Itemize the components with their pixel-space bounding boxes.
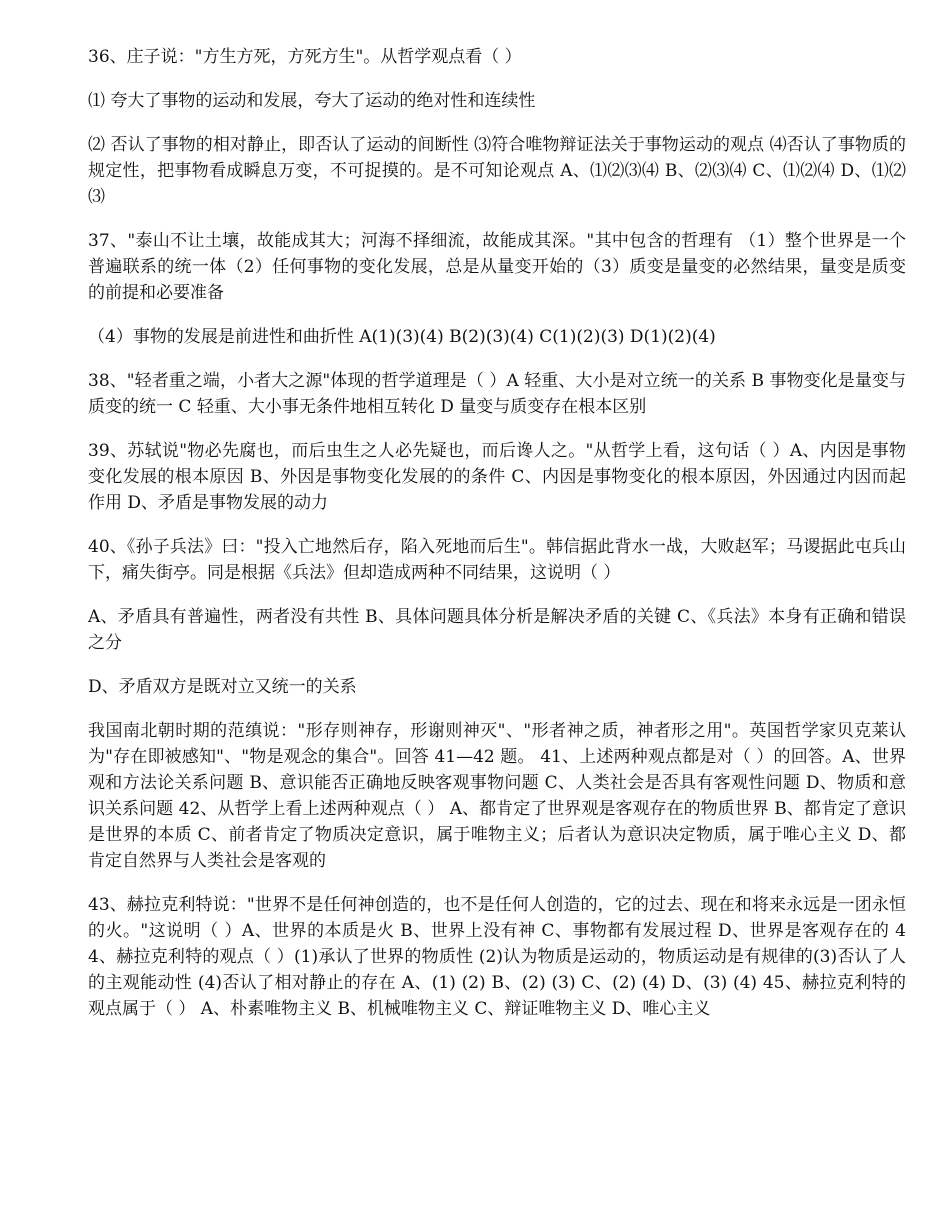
questions-41-42: 我国南北朝时期的范缜说："形存则神存，形谢则神灭"、"形者神之质，神者形之用"。英国哲学家贝克莱认为"存在即被感知"、"物是观念的集合"。回答 41—42 题。 41、上述两种观点都是对（ ）的回答。A、世界观和方法论关系问题 B、意识能否正确地反映客观事物问题 C、人类社会是否具有客观性问题 D、物质和意识关系问题 42、从哲学上看上述两种观点（ ） A、都肯定了世界观是客观存在的物质世界 B、都肯定了意识是世界的本质 C、前者肯定了物质决定意识，属于唯物主义；后者认为意识决定物质，属于唯心主义 D、都肯定自然界与人类社会是客观的	[88, 721, 906, 871]
question-36-options-2-4: ⑵ 否认了事物的相对静止，即否认了运动的间断性 ⑶符合唯物辩证法关于事物运动的观点 ⑷否认了事物质的规定性，把事物看成瞬息万变，不可捉摸的。是不可知论观点 A、⑴⑵⑶⑷ B、⑵⑶⑷ C、⑴⑵⑷ D、⑴⑵⑶	[88, 135, 906, 207]
question-38: 38、"轻者重之端，小者大之源"体现的哲学道理是（ ）A 轻重、大小是对立统一的关系 B 事物变化是量变与质变的统一 C 轻重、大小事无条件地相互转化 D 量变与质变存在根本区别	[88, 371, 906, 417]
question-40-stem: 40、《孙子兵法》曰："投入亡地然后存，陷入死地而后生"。韩信据此背水一战，大败赵军；马谡据此屯兵山下，痛失街亭。同是根据《兵法》但却造成两种不同结果，这说明（ ）	[88, 537, 906, 583]
question-37-stem: 37、"泰山不让土壤，故能成其大；河海不择细流，故能成其深。"其中包含的哲理有 （1）整个世界是一个普遍联系的统一体（2）任何事物的变化发展，总是从量变开始的（3）质变是量变的必然结果，量变是质变的前提和必要准备	[88, 231, 906, 303]
question-37-options: （4）事物的发展是前进性和曲折性 A(1)(3)(4) B(2)(3)(4) C(1)(2)(3) D(1)(2)(4)	[88, 327, 716, 347]
question-39: 39、苏轼说"物必先腐也，而后虫生之人必先疑也，而后谗人之。"从哲学上看，这句话（ ）A、内因是事物变化发展的根本原因 B、外因是事物变化发展的的条件 C、内因是事物变化的根本原因，外因通过内因而起作用 D、矛盾是事物发展的动力	[88, 441, 906, 513]
question-36-option-1: ⑴ 夸大了事物的运动和发展，夸大了运动的绝对性和连续性	[88, 91, 536, 111]
question-36-stem: 36、庄子说："方生方死，方死方生"。从哲学观点看（ ）	[88, 47, 522, 67]
questions-43-45: 43、赫拉克利特说："世界不是任何神创造的，也不是任何人创造的，它的过去、现在和将来永远是一团永恒的火。"这说明（ ）A、世界的本质是火 B、世界上没有神 C、事物都有发展过程 D、世界是客观存在的 44、赫拉克利特的观点（ ）(1)承认了世界的物质性 (2)认为物质是运动的，物质运动是有规律的(3)否认了人的主观能动性 (4)否认了相对静止的存在 A、(1) (2) B、(2) (3) C、(2) (4) D、(3) (4) 45、赫拉克利特的观点属于（ ） A、朴素唯物主义 B、机械唯物主义 C、辩证唯物主义 D、唯心主义	[88, 895, 906, 1019]
document-page	[88, 44, 906, 1040]
question-40-options-abc: A、矛盾具有普遍性，两者没有共性 B、具体问题具体分析是解决矛盾的关键 C、《兵法》本身有正确和错误之分	[88, 607, 906, 653]
question-40-option-d: D、矛盾双方是既对立又统一的关系	[88, 677, 357, 697]
